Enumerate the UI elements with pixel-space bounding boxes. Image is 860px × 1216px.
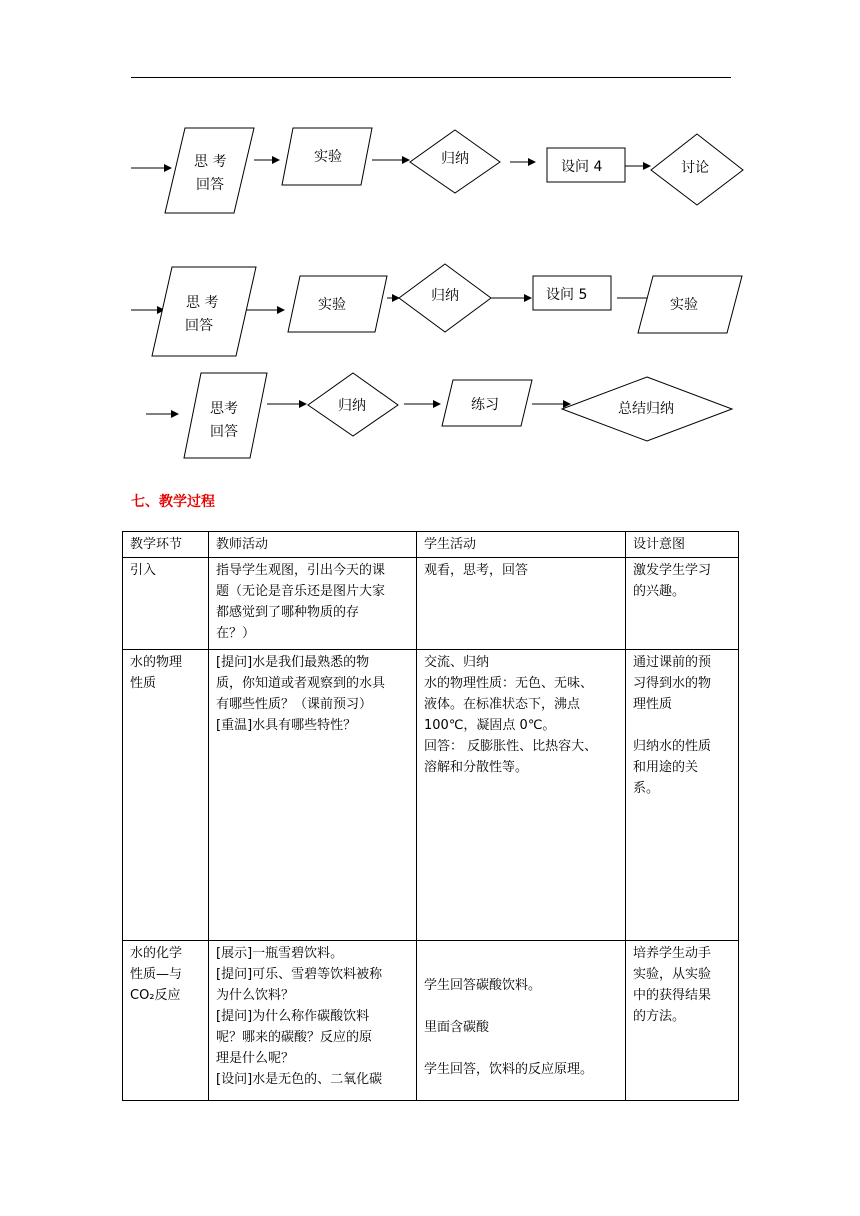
blank-line	[424, 1038, 618, 1059]
blank-line	[633, 715, 731, 736]
table-row	[123, 558, 739, 650]
node-label: 实验	[314, 149, 342, 165]
cell-line: 系。	[633, 781, 660, 796]
intent-cell	[626, 650, 739, 941]
node-label: 实验	[670, 297, 698, 313]
node-label: 回答	[196, 177, 224, 193]
cell-line: 题（无论是音乐还是图片大家	[216, 584, 386, 599]
node-label: 讨论	[681, 160, 709, 176]
student-cell	[417, 558, 626, 650]
cell-line: [设问]水是无色的、二氧化碳	[216, 1072, 383, 1087]
cell-line: 通过课前的预	[633, 655, 712, 670]
node-label: 思 考	[186, 295, 219, 311]
node-label: 练习	[471, 397, 499, 413]
cell-line: 理性质	[633, 697, 673, 712]
think-answer-node	[165, 128, 254, 213]
cell-line: 呢？哪来的碳酸？反应的原	[216, 1030, 373, 1045]
stage-cell	[123, 650, 209, 941]
cell-line: 的方法。	[633, 1009, 686, 1024]
cell-line: 水的物理性质：无色、无味、	[424, 676, 594, 691]
cell-line: 有哪些性质？（课前预习）	[216, 697, 373, 712]
cell-line: 交流、归纳	[424, 655, 490, 670]
blank-line	[424, 954, 618, 975]
think-answer-node	[152, 267, 256, 356]
cell-line: 观看，思考，回答	[424, 563, 529, 578]
node-label: 归纳	[431, 288, 459, 304]
cell-line: 里面含碳酸	[424, 1020, 490, 1035]
stage-cell	[123, 941, 209, 1101]
teacher-cell	[209, 558, 417, 650]
table-header-cell: 教师活动	[209, 532, 417, 558]
cell-line: CO₂反应	[130, 988, 181, 1003]
cell-line: 引入	[130, 563, 157, 578]
cell-line: 培养学生动手	[633, 946, 712, 961]
node-label: 回答	[185, 318, 213, 334]
node-label: 思 考	[194, 154, 227, 170]
node-label: 回答	[210, 424, 238, 440]
node-label: 归纳	[338, 398, 366, 414]
cell-line: 在？）	[216, 626, 256, 641]
cell-line: 液体。在标准状态下，沸点	[424, 697, 581, 712]
node-label: 归纳	[441, 151, 469, 167]
flowchart	[0, 0, 860, 470]
stage-cell	[123, 558, 209, 650]
cell-line: [展示]一瓶雪碧饮料。	[216, 946, 344, 961]
node-label: 设问 5	[546, 287, 588, 303]
cell-line: 性质—与	[130, 967, 183, 982]
table-header-cell: 学生活动	[417, 532, 626, 558]
table-header-cell: 设计意图	[626, 532, 739, 558]
intent-cell	[626, 941, 739, 1101]
cell-line: 溶解和分散性等。	[424, 760, 529, 775]
blank-line	[424, 996, 618, 1017]
node-label: 设问 4	[561, 159, 603, 175]
cell-line: 水的化学	[130, 946, 183, 961]
table-header-cell: 教学环节	[123, 532, 209, 558]
cell-line: 理是什么呢？	[216, 1051, 295, 1066]
cell-line: 归纳水的性质	[633, 739, 712, 754]
student-cell	[417, 941, 626, 1101]
node-label: 实验	[318, 297, 346, 313]
cell-line: 性质	[130, 676, 157, 691]
cell-line: 都感觉到了哪种物质的存	[216, 605, 360, 620]
node-label: 总结归纳	[618, 401, 674, 417]
cell-line: 学生回答，饮料的反应原理。	[424, 1062, 594, 1077]
cell-line: 习得到水的物	[633, 676, 712, 691]
teaching-process-table	[122, 531, 739, 1101]
table-header-row	[123, 532, 739, 558]
table-row	[123, 650, 739, 941]
section-heading: 七、教学过程	[131, 494, 215, 510]
cell-line: 水的物理	[130, 655, 183, 670]
cell-line: 为什么饮料？	[216, 988, 295, 1003]
cell-line: 中的获得结果	[633, 988, 712, 1003]
teacher-cell	[209, 650, 417, 941]
cell-line: 100℃，凝固点 0℃。	[424, 718, 556, 733]
cell-line: 回答： 反膨胀性、比热容大、	[424, 739, 598, 754]
cell-line: 学生回答碳酸饮料。	[424, 978, 542, 993]
cell-line: [提问]为什么称作碳酸饮料	[216, 1009, 370, 1024]
cell-line: 质，你知道或者观察到的水具	[216, 676, 386, 691]
intent-cell	[626, 558, 739, 650]
node-label: 思考	[210, 401, 238, 417]
student-cell	[417, 650, 626, 941]
cell-line: [重温]水具有哪些特性？	[216, 718, 357, 733]
cell-line: 和用途的关	[633, 760, 699, 775]
cell-line: 激发学生学习	[633, 563, 712, 578]
cell-line: 的兴趣。	[633, 584, 686, 599]
teacher-cell	[209, 941, 417, 1101]
table-row	[123, 941, 739, 1101]
cell-line: [提问]水是我们最熟悉的物	[216, 655, 370, 670]
cell-line: [提问]可乐、雪碧等饮料被称	[216, 967, 383, 982]
cell-line: 指导学生观图，引出今天的课	[216, 563, 386, 578]
cell-line: 实验，从实验	[633, 967, 712, 982]
